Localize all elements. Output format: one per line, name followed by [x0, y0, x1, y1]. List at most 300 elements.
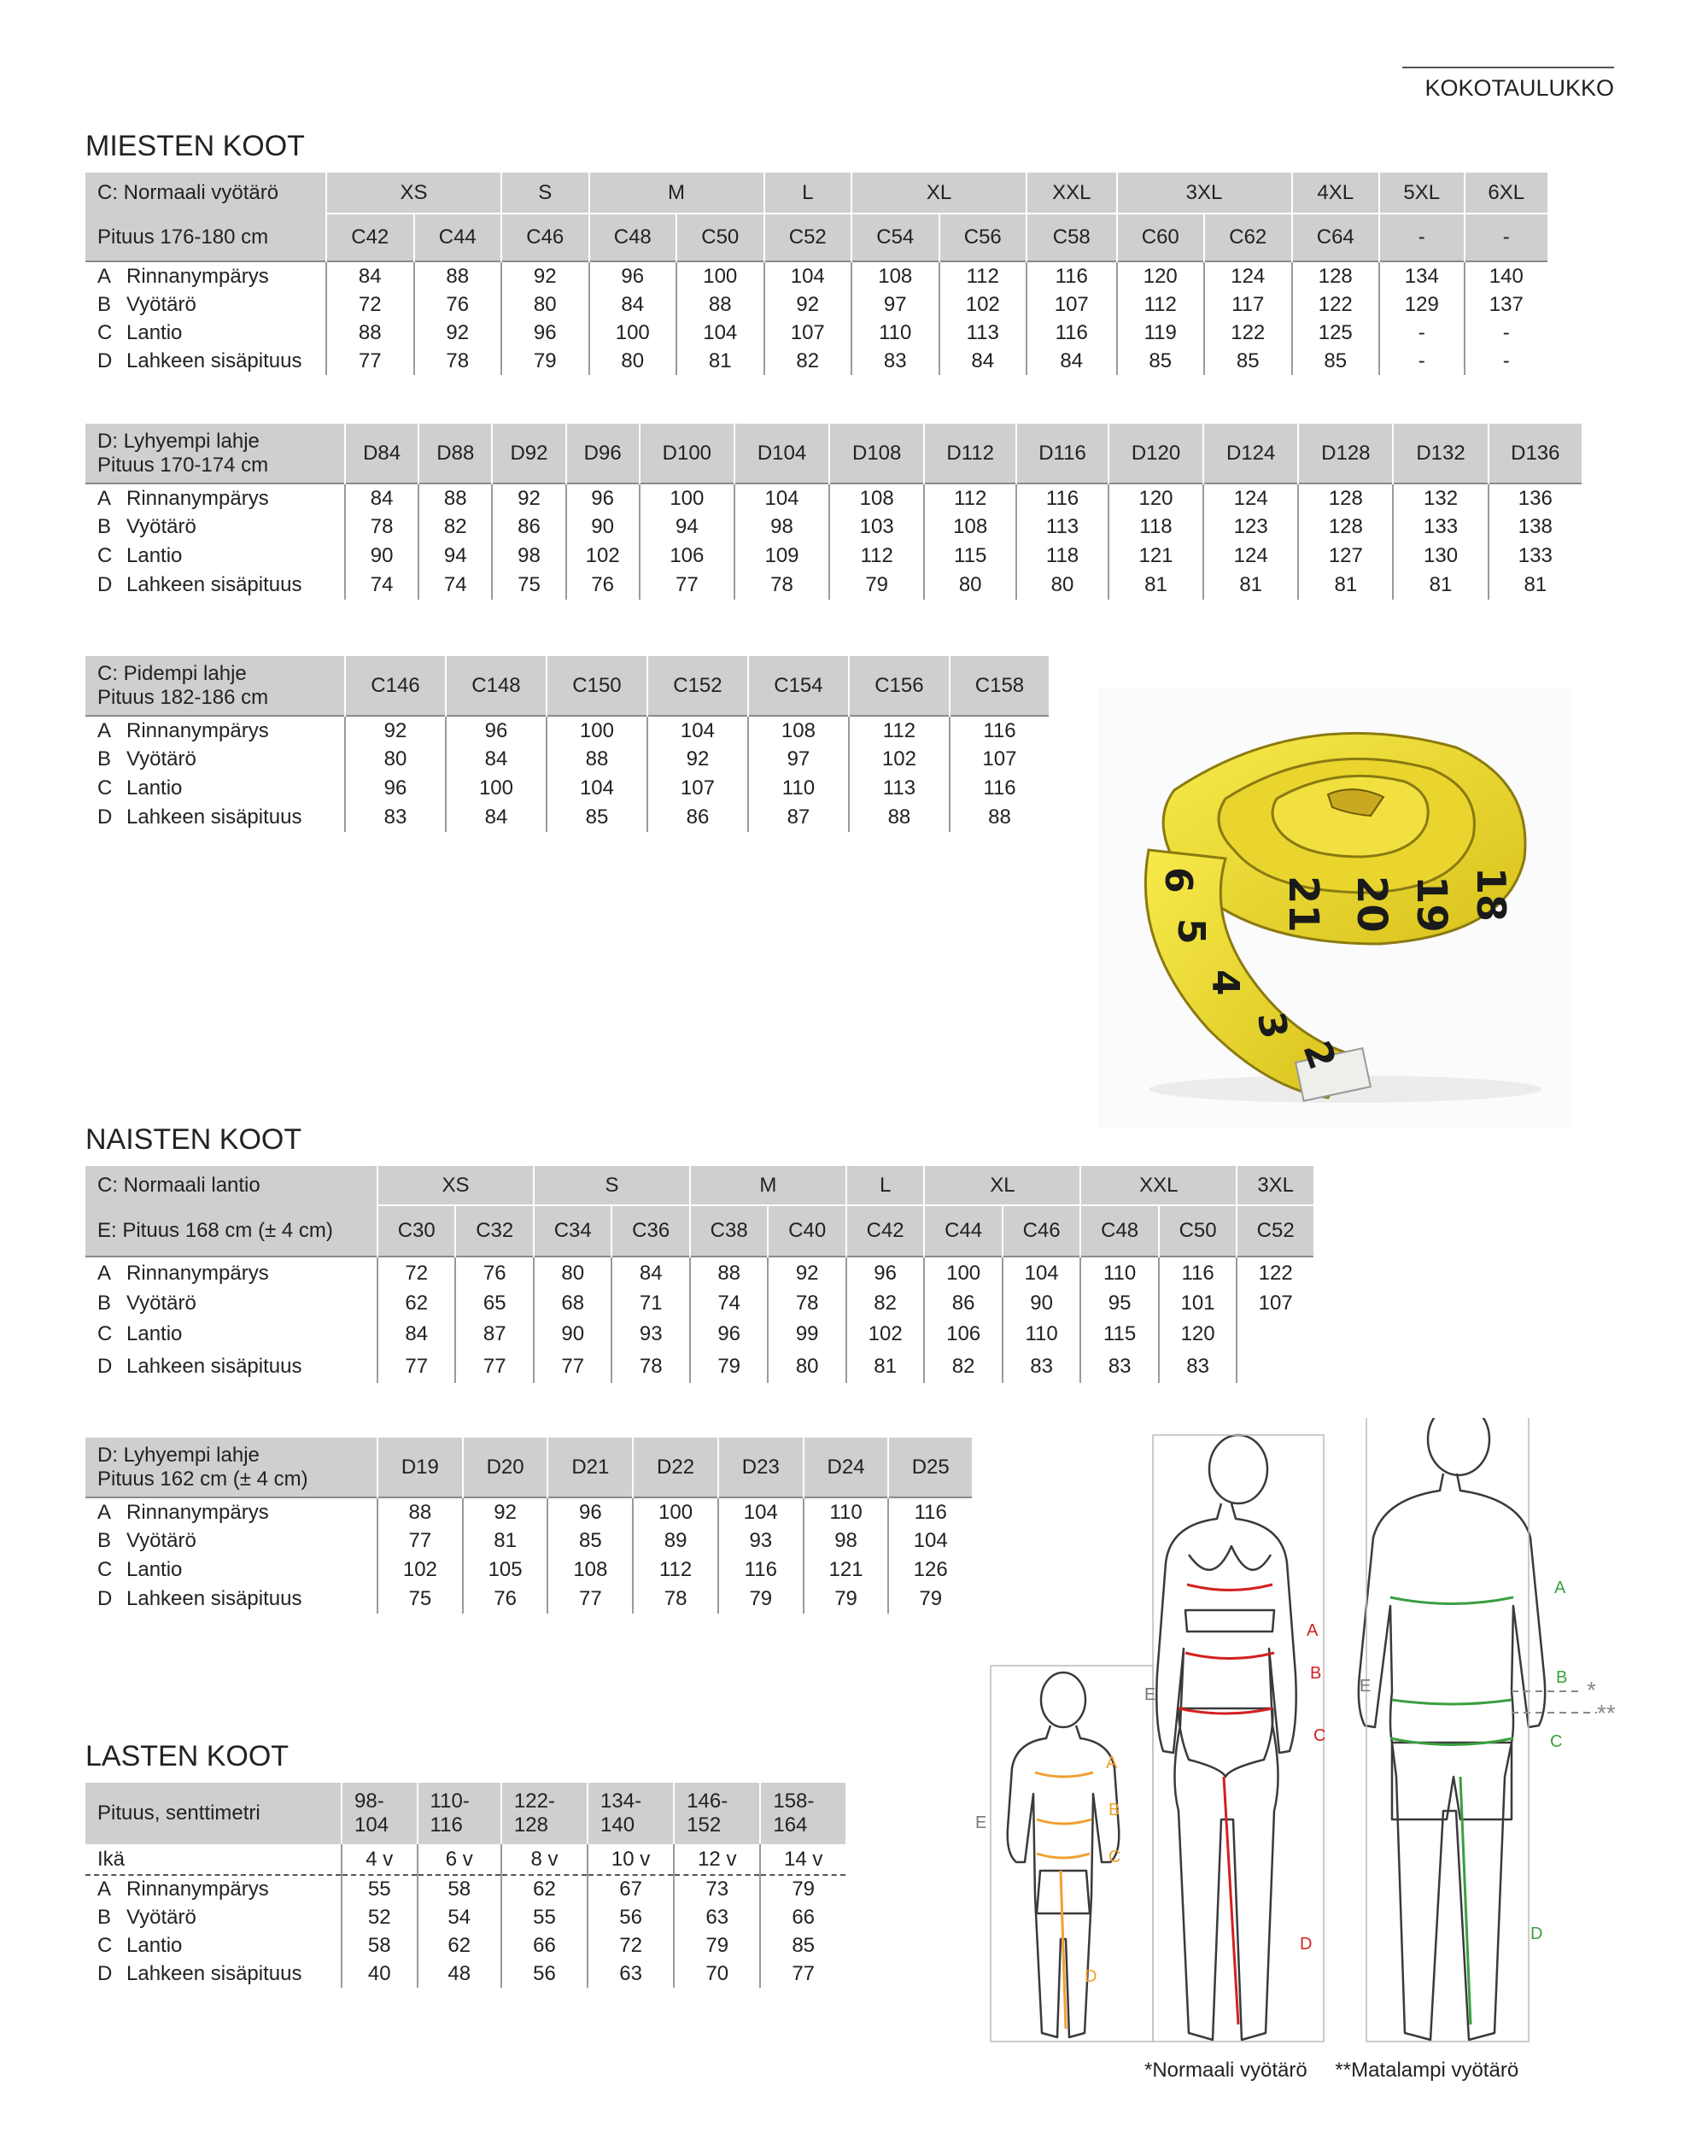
measurement-cell: 128 — [1298, 483, 1393, 513]
measurement-cell: 76 — [566, 571, 640, 600]
men-long-leg-size-table — [85, 656, 1049, 832]
measurement-cell: 122 — [1204, 319, 1292, 347]
size-code-header: - — [1465, 214, 1547, 261]
measurement-cell — [1237, 1350, 1313, 1383]
measurement-cell: - — [1379, 319, 1465, 347]
measurement-cell: 84 — [326, 261, 414, 290]
height-range-header — [588, 1783, 674, 1844]
measurement-cell: 77 — [534, 1350, 611, 1383]
header-line-1: D: Lyhyempi lahje — [97, 429, 260, 453]
row-label-text: Lantio — [126, 1933, 183, 1957]
measurement-cell: 124 — [1203, 483, 1298, 513]
measurement-cell: 78 — [414, 347, 502, 375]
size-group-header: 4XL — [1292, 173, 1380, 214]
measurement-cell: 121 — [804, 1555, 889, 1585]
row-key: A — [97, 486, 112, 510]
measurement-cell: 88 — [326, 319, 414, 347]
table-header-label: Pituus, senttimetri — [85, 1783, 342, 1844]
row-label-text: Lahkeen sisäpituus — [126, 573, 302, 596]
measurement-cell: 107 — [950, 745, 1049, 774]
measurement-cell: 83 — [851, 347, 939, 375]
measurement-cell: 63 — [674, 1903, 760, 1931]
row-label — [85, 513, 345, 542]
measurement-cell: 88 — [690, 1257, 768, 1289]
measurement-cell: 98 — [492, 542, 565, 571]
height-to: 104 — [354, 1813, 389, 1837]
measurement-cell: 52 — [342, 1903, 418, 1931]
measurement-cell: 106 — [640, 542, 734, 571]
normal-waist-mark: * — [1587, 1677, 1596, 1703]
measurement-cell: 84 — [939, 347, 1027, 375]
measurement-cell: 96 — [446, 716, 547, 745]
row-label — [85, 1931, 342, 1960]
measurement-cell: 94 — [418, 542, 492, 571]
measurement-cell: 90 — [566, 513, 640, 542]
row-label — [85, 319, 326, 347]
measurement-cell: 108 — [748, 716, 849, 745]
measurement-cell: 112 — [939, 261, 1027, 290]
child-label-c: C — [1108, 1848, 1121, 1866]
height-range-header — [342, 1783, 418, 1844]
row-key: C — [97, 1322, 113, 1345]
measurement-cell: 107 — [764, 319, 852, 347]
measurement-cell: 132 — [1393, 483, 1488, 513]
table-row — [85, 774, 1049, 803]
header-line-1: D: Lyhyempi lahje — [97, 1443, 260, 1467]
header-line-2: Pituus 162 cm (± 4 cm) — [97, 1467, 308, 1491]
measurement-cell: 112 — [849, 716, 950, 745]
size-code-header: D21 — [547, 1438, 633, 1497]
measurement-cell: 88 — [418, 483, 492, 513]
height-to: 140 — [600, 1813, 635, 1837]
size-code-header: C52 — [764, 214, 852, 261]
row-label-text: Rinnanympärys — [126, 1878, 269, 1901]
measurement-cell: 122 — [1237, 1257, 1313, 1289]
table-row — [85, 319, 1547, 347]
measurement-cell: 81 — [1298, 571, 1393, 600]
child-label-e: E — [975, 1813, 987, 1832]
row-label — [85, 261, 326, 290]
measurement-cell: 104 — [1003, 1257, 1080, 1289]
table-row — [85, 1350, 1313, 1383]
measurement-cell: 70 — [674, 1960, 760, 1988]
table-row — [85, 1903, 845, 1931]
measurement-cell: 62 — [377, 1289, 455, 1318]
measurement-cell: 118 — [1016, 542, 1108, 571]
size-code-header: C158 — [950, 656, 1049, 716]
measurement-cell: 112 — [924, 483, 1016, 513]
measurement-cell: 128 — [1298, 513, 1393, 542]
measurement-cell: 98 — [734, 513, 829, 542]
height-range-header — [501, 1783, 588, 1844]
table-row — [85, 1585, 972, 1614]
size-code-header: C50 — [1159, 1205, 1237, 1257]
age-row — [85, 1844, 845, 1875]
women-section-title: NAISTEN KOOT — [85, 1123, 302, 1156]
svg-text:21: 21 — [1279, 876, 1327, 933]
measurement-cell: 81 — [1203, 571, 1298, 600]
measurement-cell: 84 — [446, 803, 547, 832]
measurement-cell: 104 — [676, 319, 764, 347]
measurement-cell: 79 — [888, 1585, 972, 1614]
size-code-header: C48 — [589, 214, 677, 261]
height-to: 152 — [687, 1813, 722, 1837]
waist-legend — [1144, 2059, 1541, 2083]
row-key: B — [97, 1529, 112, 1552]
table-header-label — [85, 1438, 377, 1497]
size-code-header: C62 — [1204, 214, 1292, 261]
measurement-cell: 81 — [846, 1350, 924, 1383]
measurement-cell: 107 — [1237, 1289, 1313, 1318]
measurement-cell: 79 — [501, 347, 589, 375]
measurement-cell: 115 — [1080, 1318, 1158, 1350]
row-key: A — [97, 1500, 112, 1524]
measurement-cell: 66 — [501, 1931, 588, 1960]
row-label-text: Rinnanympärys — [126, 486, 269, 510]
row-label-text: Rinnanympärys — [126, 718, 269, 742]
size-code-header: C156 — [849, 656, 950, 716]
row-label — [85, 1497, 377, 1526]
size-code-header: D112 — [924, 424, 1016, 483]
measuring-tape-image — [1097, 688, 1571, 1128]
measurement-cell: 104 — [718, 1497, 804, 1526]
size-code-header: C150 — [547, 656, 647, 716]
svg-text:3: 3 — [1248, 1008, 1296, 1042]
measurement-cell: 117 — [1204, 290, 1292, 319]
measurement-cell: 81 — [1489, 571, 1582, 600]
child-label-a: A — [1106, 1754, 1118, 1772]
measurement-cell: 93 — [718, 1526, 804, 1555]
size-group-header: S — [501, 173, 589, 214]
measurement-cell: 113 — [939, 319, 1027, 347]
table-row — [85, 1257, 1313, 1289]
row-key: B — [97, 1905, 112, 1929]
measurement-cell: 76 — [455, 1257, 533, 1289]
measurement-cell: - — [1379, 347, 1465, 375]
measurement-cell: 77 — [326, 347, 414, 375]
svg-text:19: 19 — [1407, 876, 1455, 933]
size-group-header: 5XL — [1379, 173, 1465, 214]
size-code-header: C40 — [768, 1205, 845, 1257]
measurement-cell: 77 — [547, 1585, 633, 1614]
row-label — [85, 290, 326, 319]
size-code-header: D128 — [1298, 424, 1393, 483]
size-code-header: C48 — [1080, 1205, 1158, 1257]
row-label — [85, 542, 345, 571]
row-label-text: Lahkeen sisäpituus — [126, 349, 302, 372]
measurement-cell: 133 — [1393, 513, 1488, 542]
row-label-text: Lahkeen sisäpituus — [126, 1961, 302, 1985]
table-row — [85, 347, 1547, 375]
measurement-cell: 88 — [547, 745, 647, 774]
measurement-cell: 95 — [1080, 1289, 1158, 1318]
row-label-text: Lahkeen sisäpituus — [126, 1355, 302, 1378]
measurement-cell: 92 — [501, 261, 589, 290]
row-label-text: Lantio — [126, 544, 183, 567]
row-label-text: Lahkeen sisäpituus — [126, 1587, 302, 1610]
men-section-title: MIESTEN KOOT — [85, 130, 305, 162]
measurement-cell: 110 — [748, 774, 849, 803]
measurement-cell: 104 — [547, 774, 647, 803]
child-label-d: D — [1085, 1967, 1097, 1986]
measurement-cell: 97 — [851, 290, 939, 319]
measurement-cell: 123 — [1203, 513, 1298, 542]
measurement-cell: 100 — [589, 319, 677, 347]
measurement-cell: 110 — [851, 319, 939, 347]
measurement-cell: 105 — [463, 1555, 548, 1585]
size-code-header: D88 — [418, 424, 492, 483]
measurement-cell: 84 — [589, 290, 677, 319]
woman-label-a: A — [1307, 1621, 1319, 1640]
measurement-cell: 72 — [326, 290, 414, 319]
measurement-cell: 124 — [1203, 542, 1298, 571]
measurement-cell: 100 — [676, 261, 764, 290]
table-row — [85, 513, 1582, 542]
size-group-header: XL — [851, 173, 1027, 214]
row-key: C — [97, 544, 113, 567]
measurement-cell: 96 — [501, 319, 589, 347]
measurement-cell: 115 — [924, 542, 1016, 571]
size-group-header: 6XL — [1465, 173, 1547, 214]
measurement-cell: 116 — [950, 716, 1049, 745]
measurement-cell: 85 — [1292, 347, 1380, 375]
measurement-cell: 48 — [418, 1960, 501, 1988]
size-code-header: C42 — [846, 1205, 924, 1257]
measurement-cell: 79 — [804, 1585, 889, 1614]
measurement-cell: 119 — [1117, 319, 1205, 347]
table-row — [85, 1931, 845, 1960]
row-key: D — [97, 1961, 113, 1985]
age-cell: 8 v — [501, 1844, 588, 1875]
measurement-cell: 85 — [547, 1526, 633, 1555]
women-normal-size-table — [85, 1166, 1313, 1383]
men-short-leg-size-table — [85, 424, 1582, 600]
svg-text:5: 5 — [1169, 918, 1213, 945]
measurement-cell: 126 — [888, 1555, 972, 1585]
woman-label-c: C — [1313, 1726, 1326, 1745]
measurement-cell: 63 — [588, 1960, 674, 1988]
height-to: 116 — [430, 1813, 463, 1837]
measurement-cell: 79 — [718, 1585, 804, 1614]
row-label-text: Vyötärö — [126, 1529, 196, 1552]
measurement-cell: 87 — [455, 1318, 533, 1350]
measurement-cell: 87 — [748, 803, 849, 832]
measurement-cell: 89 — [633, 1526, 718, 1555]
height-from: 146- — [687, 1790, 728, 1813]
measurement-cell: 76 — [463, 1585, 548, 1614]
table-row — [85, 542, 1582, 571]
row-key: C — [97, 320, 113, 344]
row-key: D — [97, 1587, 113, 1610]
row-label-text: Vyötärö — [126, 1905, 196, 1929]
height-from: 134- — [600, 1790, 642, 1813]
measurement-cell: 102 — [377, 1555, 463, 1585]
row-label-text: Vyötärö — [126, 515, 196, 538]
measurement-cell: - — [1465, 347, 1547, 375]
measurement-cell: 110 — [1080, 1257, 1158, 1289]
size-code-header: C34 — [534, 1205, 611, 1257]
measurement-cell: 90 — [534, 1318, 611, 1350]
table-row — [85, 1526, 972, 1555]
table-header-sublabel: E: Pituus 168 cm (± 4 cm) — [85, 1205, 377, 1257]
measurement-cell: 76 — [414, 290, 502, 319]
height-range-header — [760, 1783, 845, 1844]
table-row — [85, 1289, 1313, 1318]
row-label-text: Lantio — [126, 776, 183, 800]
row-label — [85, 716, 345, 745]
measurement-cell: 84 — [1027, 347, 1117, 375]
woman-figure — [1156, 1435, 1296, 2040]
legend-normal-waist: *Normaali vyötärö — [1144, 2059, 1307, 2082]
measurement-cell: 79 — [690, 1350, 768, 1383]
size-code-header: C38 — [690, 1205, 768, 1257]
measurement-cell: 108 — [547, 1555, 633, 1585]
size-code-header: C58 — [1027, 214, 1117, 261]
legend-low-waist: **Matalampi vyötärö — [1335, 2059, 1519, 2082]
measurement-cell: 104 — [764, 261, 852, 290]
row-label — [85, 483, 345, 513]
measurement-cell: 75 — [377, 1585, 463, 1614]
measurement-cell: 75 — [492, 571, 565, 600]
measurement-cell: 74 — [345, 571, 418, 600]
size-code-header: D24 — [804, 1438, 889, 1497]
table-row — [85, 1875, 845, 1903]
row-label-text: Rinnanympärys — [126, 1500, 269, 1524]
measurement-cell: 101 — [1159, 1289, 1237, 1318]
measurement-cell: 74 — [418, 571, 492, 600]
measurement-cell: 73 — [674, 1875, 760, 1903]
age-cell: 14 v — [760, 1844, 845, 1875]
row-label-text: Rinnanympärys — [126, 264, 269, 288]
measurement-cell: 83 — [345, 803, 446, 832]
size-code-header: D104 — [734, 424, 829, 483]
measurement-cell: 102 — [846, 1318, 924, 1350]
low-waist-mark: ** — [1597, 1700, 1616, 1726]
size-code-header: D25 — [888, 1438, 972, 1497]
measurement-cell: 80 — [345, 745, 446, 774]
row-key: C — [97, 776, 113, 800]
table-row — [85, 261, 1547, 290]
size-code-header: D124 — [1203, 424, 1298, 483]
measurement-cell: 127 — [1298, 542, 1393, 571]
size-group-header: XXL — [1027, 173, 1117, 214]
table-row — [85, 290, 1547, 319]
measurement-cell: 92 — [492, 483, 565, 513]
row-key: A — [97, 1261, 112, 1285]
measurement-cell: 108 — [924, 513, 1016, 542]
kids-size-table — [85, 1783, 845, 1988]
measurement-cell: 68 — [534, 1289, 611, 1318]
measurement-cell: 106 — [924, 1318, 1002, 1350]
table-header-label — [85, 656, 345, 716]
measurement-cell: 108 — [851, 261, 939, 290]
height-range-header — [674, 1783, 760, 1844]
size-code-header: C46 — [501, 214, 589, 261]
row-key: D — [97, 349, 113, 372]
size-code-header: D96 — [566, 424, 640, 483]
measurement-cell: 82 — [924, 1350, 1002, 1383]
man-label-d: D — [1530, 1925, 1543, 1943]
kids-section-title: LASTEN KOOT — [85, 1740, 290, 1772]
man-label-a: A — [1554, 1579, 1566, 1597]
measurement-cell: 72 — [377, 1257, 455, 1289]
size-code-header: C36 — [611, 1205, 689, 1257]
table-row — [85, 483, 1582, 513]
size-group-header: M — [690, 1166, 846, 1205]
row-label-text: Rinnanympärys — [126, 1261, 269, 1285]
size-code-header: C46 — [1003, 1205, 1080, 1257]
measurement-cell: 77 — [377, 1350, 455, 1383]
measurement-cell: 120 — [1117, 261, 1205, 290]
table-header-sublabel: Pituus 176-180 cm — [85, 214, 326, 261]
table-header-label — [85, 424, 345, 483]
size-code-header: C146 — [345, 656, 446, 716]
measurement-cell: 102 — [566, 542, 640, 571]
measurement-cell: 74 — [690, 1289, 768, 1318]
measurement-cell: 55 — [501, 1903, 588, 1931]
measurement-cell: 113 — [849, 774, 950, 803]
size-code-header: C56 — [939, 214, 1027, 261]
row-label — [85, 1257, 377, 1289]
measurement-cell: 77 — [760, 1960, 845, 1988]
row-label — [85, 1350, 377, 1383]
measurement-cell: 78 — [633, 1585, 718, 1614]
measurement-cell: 84 — [377, 1318, 455, 1350]
measurement-cell: 120 — [1159, 1318, 1237, 1350]
measurement-cell: 107 — [647, 774, 748, 803]
size-code-header: D20 — [463, 1438, 548, 1497]
measurement-cell: 85 — [1117, 347, 1205, 375]
size-code-header: D19 — [377, 1438, 463, 1497]
row-label — [85, 347, 326, 375]
measurement-cell: 109 — [734, 542, 829, 571]
size-code-header: D84 — [345, 424, 418, 483]
measurement-cell: 100 — [446, 774, 547, 803]
measurement-cell: 100 — [633, 1497, 718, 1526]
row-key: B — [97, 292, 112, 316]
measurement-cell: 88 — [950, 803, 1049, 832]
svg-text:18: 18 — [1468, 867, 1514, 923]
measurement-cell: 81 — [676, 347, 764, 375]
measurement-cell: 113 — [1016, 513, 1108, 542]
table-row — [85, 716, 1049, 745]
row-label-text: Vyötärö — [126, 292, 196, 316]
measurement-cell: 112 — [633, 1555, 718, 1585]
height-from: 110- — [430, 1790, 470, 1813]
measurement-cell: 55 — [342, 1875, 418, 1903]
measurement-cell: 130 — [1393, 542, 1488, 571]
size-group-header: 3XL — [1117, 173, 1292, 214]
measurement-cell: 128 — [1292, 261, 1380, 290]
measurement-cell: 96 — [345, 774, 446, 803]
row-label — [85, 1875, 342, 1903]
measurement-cell: 97 — [748, 745, 849, 774]
measurement-cell: 116 — [718, 1555, 804, 1585]
size-group-header: M — [589, 173, 764, 214]
measurement-cell: 88 — [414, 261, 502, 290]
measurement-cell: 96 — [846, 1257, 924, 1289]
women-short-leg-size-table — [85, 1438, 972, 1614]
age-cell: 10 v — [588, 1844, 674, 1875]
measurement-cell: 137 — [1465, 290, 1547, 319]
table-row — [85, 803, 1049, 832]
measurement-cell: 88 — [676, 290, 764, 319]
measurement-cell: 92 — [768, 1257, 845, 1289]
table-row — [85, 571, 1582, 600]
measurement-cell: 67 — [588, 1875, 674, 1903]
height-from: 158- — [773, 1790, 815, 1813]
size-code-header: C50 — [676, 214, 764, 261]
